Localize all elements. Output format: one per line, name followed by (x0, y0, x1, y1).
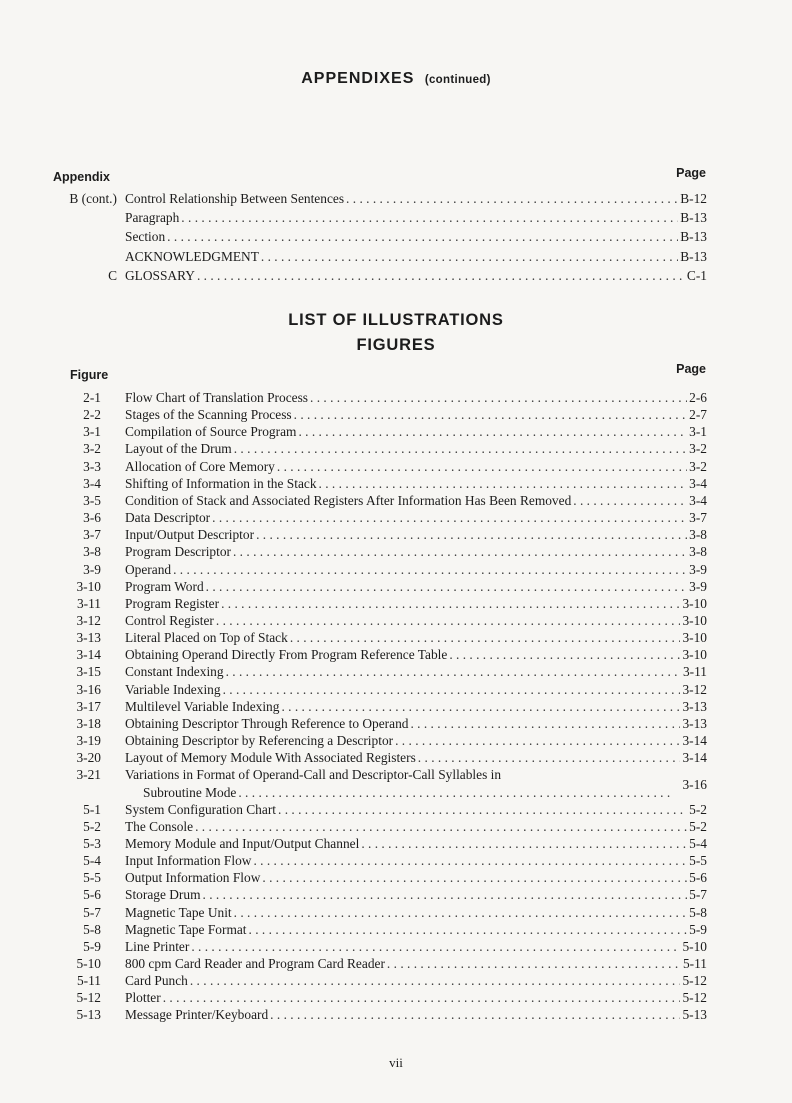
heading-continued: (continued) (424, 74, 491, 86)
toc-entry (0, 698, 792, 716)
entry-number: 3-6 (83, 510, 101, 526)
entry-title: Paragraph (125, 210, 180, 226)
entry-number: 3-1 (83, 424, 101, 440)
dot-leader (449, 646, 680, 664)
appendix-page-label: Page (676, 166, 706, 180)
dot-leader (278, 801, 687, 819)
entry-page: 3-13 (682, 698, 707, 714)
entry-number: 3-7 (83, 527, 101, 543)
dot-leader (361, 835, 687, 853)
toc-entry (0, 458, 792, 476)
entry-number: 5-1 (83, 801, 101, 817)
entry-number: 3-20 (76, 750, 101, 766)
entry-page: 5-7 (689, 887, 707, 903)
entry-title: Data Descriptor (125, 510, 211, 526)
toc-entry (0, 440, 792, 458)
entry-title: ACKNOWLEDGMENT (125, 248, 259, 264)
entry-number: 3-9 (83, 561, 101, 577)
dot-leader (173, 561, 687, 579)
entry-number: 3-4 (83, 475, 101, 491)
toc-entry (0, 578, 792, 596)
entry-title: Program Descriptor (125, 544, 231, 560)
entry-page: 2-7 (689, 407, 707, 423)
dot-leader (294, 406, 688, 424)
entry-number: 3-18 (76, 715, 101, 731)
entry-title: Variations in Format of Operand-Call and Descriptor-Call Syllables in (125, 767, 502, 783)
entry-title: Plotter (125, 990, 161, 1006)
toc-entry (0, 869, 792, 887)
entry-page: B-13 (680, 248, 707, 264)
entry-title: Variable Indexing (125, 681, 221, 697)
dot-leader (223, 681, 681, 699)
dot-leader (234, 440, 687, 458)
entry-page: 5-13 (682, 1007, 707, 1023)
toc-entry (0, 972, 792, 990)
toc-entry (0, 595, 792, 613)
toc-entry (0, 921, 792, 939)
entry-number: 5-6 (83, 887, 101, 903)
toc-entry (0, 509, 792, 527)
dot-leader (298, 423, 687, 441)
entry-number: 3-13 (76, 630, 101, 646)
heading-title: APPENDIXES (301, 70, 415, 87)
entry-title: Control Relationship Between Sentences (125, 191, 345, 206)
dot-leader (226, 663, 681, 681)
entry-title: Condition of Stack and Associated Registers After Information Has Been Removed (125, 492, 572, 508)
illustrations-title: LIST OF ILLUSTRATIONS (288, 311, 504, 329)
toc-entry (0, 886, 792, 904)
entry-number: 3-21 (76, 767, 101, 783)
toc-entry (0, 612, 792, 630)
toc-entry (0, 228, 792, 246)
entry-title: GLOSSARY (125, 267, 195, 283)
dot-leader (270, 1006, 680, 1024)
entry-page: 5-5 (689, 853, 707, 869)
dot-leader (253, 852, 687, 870)
figures-subtitle: FIGURES (356, 336, 436, 354)
dot-leader (216, 612, 681, 630)
entry-title: Message Printer/Keyboard (125, 1007, 269, 1023)
figure-column-label: Figure (70, 368, 109, 382)
entry-title: Allocation of Core Memory (125, 458, 275, 474)
entry-page: 3-13 (682, 715, 707, 731)
toc-entry (0, 389, 792, 407)
dot-leader (262, 869, 687, 887)
entry-title: Obtaining Descriptor Through Reference to Operand (125, 715, 409, 731)
entry-title: Operand (125, 561, 172, 577)
dot-leader (387, 955, 681, 973)
dot-leader (410, 715, 680, 733)
toc-entry (0, 801, 792, 819)
appendix-column-label: Appendix (53, 170, 110, 184)
dot-leader (233, 543, 687, 561)
entry-number: 5-2 (83, 818, 101, 834)
dot-leader (197, 267, 685, 285)
toc-entry (0, 629, 792, 647)
entry-number: 5-9 (83, 938, 101, 954)
dot-leader (395, 732, 680, 750)
entry-page: 3-12 (682, 681, 707, 697)
entry-page: 3-10 (682, 630, 707, 646)
entry-title: Obtaining Descriptor by Referencing a Descriptor (125, 733, 394, 748)
entry-page: 3-7 (689, 510, 707, 526)
entry-page: 3-9 (689, 561, 707, 577)
entry-title: Output Information Flow (125, 870, 261, 886)
entry-page: 5-10 (682, 938, 707, 954)
toc-entry (0, 543, 792, 561)
entry-page: 3-10 (682, 647, 707, 663)
toc-entry (0, 267, 792, 285)
dot-leader (195, 818, 687, 836)
entry-title: System Configuration Chart (125, 801, 277, 817)
page-heading (0, 70, 792, 88)
entry-number: 3-2 (83, 441, 101, 457)
entry-title: Storage Drum (125, 887, 201, 903)
entry-page: 5-12 (682, 973, 707, 989)
dot-leader (203, 886, 688, 904)
toc-entry (0, 646, 792, 664)
entry-number: B (cont.) (69, 191, 117, 206)
entry-number: 3-12 (76, 612, 101, 628)
entry-page: B-12 (680, 191, 707, 206)
toc-entry (0, 955, 792, 973)
entry-title: Program Word (125, 578, 204, 594)
toc-entry (0, 190, 792, 208)
toc-entry (0, 209, 792, 227)
dot-leader (234, 904, 687, 922)
dot-leader (206, 578, 688, 596)
toc-entry (0, 715, 792, 733)
entry-title: Input/Output Descriptor (125, 527, 255, 543)
toc-entry (0, 492, 792, 510)
dot-leader (190, 972, 681, 990)
entry-page: C-1 (686, 267, 707, 283)
entry-page: 3-11 (682, 664, 707, 680)
toc-entry (0, 818, 792, 836)
dot-leader (346, 190, 678, 208)
entry-number: 5-13 (76, 1007, 101, 1023)
toc-entry (0, 749, 792, 767)
entry-title: Input Information Flow (125, 853, 252, 869)
dot-leader (249, 921, 688, 939)
entry-page: 3-10 (682, 595, 707, 611)
entry-title: Literal Placed on Top of Stack (125, 630, 288, 646)
toc-entry (0, 423, 792, 441)
entry-title: Card Punch (125, 973, 188, 989)
toc-entry (0, 526, 792, 544)
entry-title: Magnetic Tape Format (125, 921, 247, 937)
dot-leader (310, 389, 687, 407)
entry-page: 3-2 (689, 458, 707, 474)
entry-number: 5-8 (83, 921, 101, 937)
entry-page: 2-6 (689, 390, 707, 405)
toc-entry (0, 1006, 792, 1024)
entry-number: 5-3 (83, 835, 101, 851)
entry-page: 3-14 (682, 750, 707, 766)
entry-page: 3-9 (689, 578, 707, 594)
entry-title: Compilation of Source Program (125, 424, 297, 440)
dot-leader (261, 248, 678, 266)
entry-number: C (108, 267, 117, 283)
toc-entry (0, 938, 792, 956)
entry-title: The Console (125, 818, 194, 834)
entry-page: 5-9 (689, 921, 707, 937)
entry-number: 3-19 (76, 733, 101, 748)
entry-page: 5-4 (689, 835, 707, 851)
entry-number: 3-8 (83, 544, 101, 560)
entry-page: 3-8 (689, 544, 707, 560)
entry-page: 3-16 (682, 777, 707, 793)
entry-title: 800 cpm Card Reader and Program Card Reader (125, 955, 385, 971)
toc-entry (0, 663, 792, 681)
entry-number: 3-16 (76, 681, 101, 697)
entry-title: Stages of the Scanning Process (125, 407, 292, 423)
entry-page: 3-14 (682, 733, 707, 748)
entry-title: Shifting of Information in the Stack (125, 475, 317, 491)
dot-leader (238, 784, 670, 802)
dot-leader (221, 595, 680, 613)
entry-number: 3-17 (76, 698, 101, 714)
entry-title: Constant Indexing (125, 664, 224, 680)
dot-leader (573, 492, 687, 510)
toc-entry (0, 406, 792, 424)
entry-number: 5-10 (76, 955, 101, 971)
entry-number: 2-1 (83, 390, 101, 405)
entry-page: 5-11 (682, 955, 707, 971)
entry-number: 3-3 (83, 458, 101, 474)
toc-entry (0, 766, 792, 802)
entry-page: 3-10 (682, 612, 707, 628)
entry-number: 5-12 (76, 990, 101, 1006)
entry-number: 5-11 (76, 973, 101, 989)
entry-title: Section (125, 229, 166, 245)
entry-number: 5-5 (83, 870, 101, 886)
entry-number: 2-2 (83, 407, 101, 423)
entry-number: 5-4 (83, 853, 101, 869)
toc-entry (0, 989, 792, 1007)
entry-number: 3-5 (83, 492, 101, 508)
entry-title: Multilevel Variable Indexing (125, 698, 280, 714)
dot-leader (181, 209, 678, 227)
entry-title-continued: Subroutine Mode (143, 785, 237, 801)
figure-page-label: Page (676, 362, 706, 376)
entry-number: 3-10 (76, 578, 101, 594)
entry-number: 3-11 (76, 595, 101, 611)
entry-page: 3-2 (689, 441, 707, 457)
dot-leader (163, 989, 681, 1007)
dot-leader (281, 698, 680, 716)
entry-title: Flow Chart of Translation Process (125, 390, 309, 405)
entry-number: 5-7 (83, 904, 101, 920)
entry-title: Control Register (125, 612, 214, 628)
entry-page: 5-2 (689, 801, 707, 817)
entry-title: Obtaining Operand Directly From Program Reference Table (125, 647, 448, 663)
entry-number: 3-15 (76, 664, 101, 680)
entry-page: 3-1 (689, 424, 707, 440)
toc-entry (0, 248, 792, 266)
dot-leader (418, 749, 681, 767)
entry-page: B-13 (680, 210, 707, 226)
toc-entry (0, 681, 792, 699)
entry-page: 5-2 (689, 818, 707, 834)
entry-title: Program Register (125, 595, 220, 611)
dot-leader (167, 228, 678, 246)
dot-leader (319, 475, 688, 493)
entry-page: 3-8 (689, 527, 707, 543)
dot-leader (212, 509, 687, 527)
entry-page: 3-4 (689, 492, 707, 508)
toc-entry (0, 561, 792, 579)
page-number: vii (389, 1055, 403, 1070)
dot-leader (256, 526, 687, 544)
dot-leader (191, 938, 680, 956)
dot-leader (290, 629, 681, 647)
entry-page: 5-6 (689, 870, 707, 886)
dot-leader (277, 458, 687, 476)
toc-entry (0, 852, 792, 870)
toc-entry (0, 732, 792, 750)
entry-page: 5-12 (682, 990, 707, 1006)
entry-title: Memory Module and Input/Output Channel (125, 835, 360, 851)
entry-title: Line Printer (125, 938, 190, 954)
toc-entry (0, 904, 792, 922)
toc-entry (0, 835, 792, 853)
entry-number: 3-14 (76, 647, 101, 663)
toc-entry (0, 475, 792, 493)
entry-title: Layout of Memory Module With Associated Registers (125, 750, 416, 766)
entry-page: B-13 (680, 229, 707, 245)
entry-title: Magnetic Tape Unit (125, 904, 232, 920)
entry-page: 3-4 (689, 475, 707, 491)
entry-title: Layout of the Drum (125, 441, 232, 457)
entry-page: 5-8 (689, 904, 707, 920)
